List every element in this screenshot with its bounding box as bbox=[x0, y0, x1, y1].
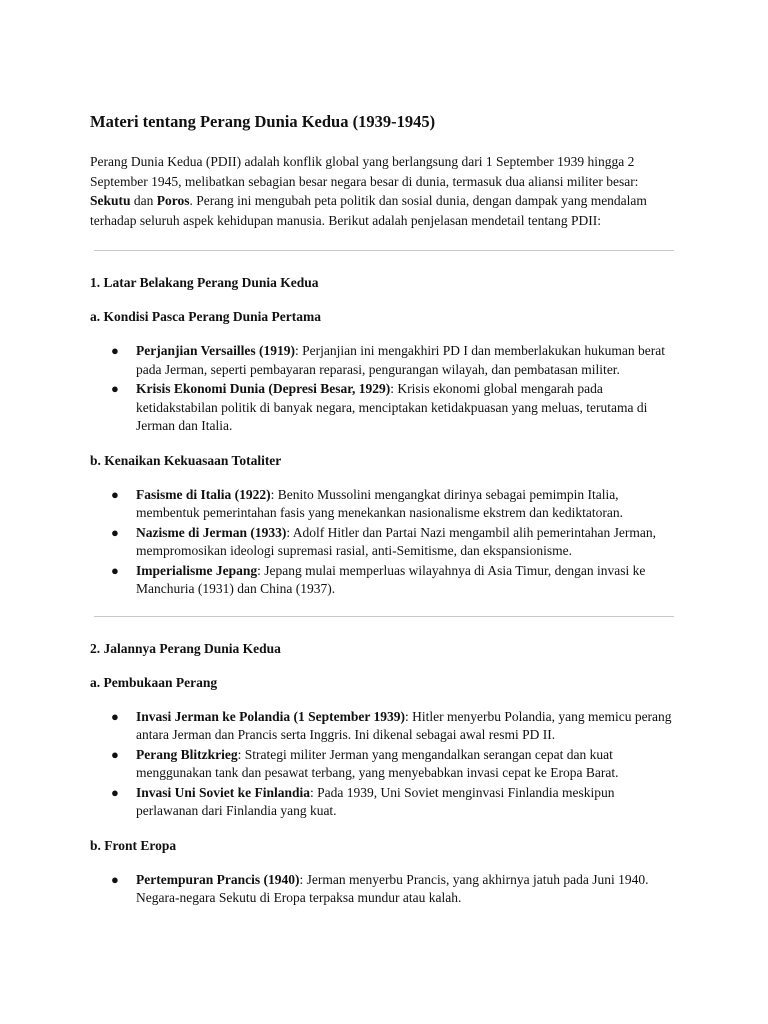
section-1a-heading: a. Kondisi Pasca Perang Dunia Pertama bbox=[90, 309, 321, 324]
section-2-heading: 2. Jalannya Perang Dunia Kedua bbox=[90, 640, 281, 656]
item-term: Pertempuran Prancis (1940) bbox=[136, 871, 300, 887]
item-text: : Benito Mussolini mengangkat dirinya sebagai pemimpin Italia, membentuk pemerintahan fasis yang menekankan nasionalisme ekstrem dan kediktatoran. bbox=[136, 486, 623, 520]
bullet-icon: ● bbox=[111, 746, 119, 762]
bullet-icon: ● bbox=[111, 524, 119, 540]
section-1b-list bbox=[90, 486, 680, 599]
divider bbox=[94, 250, 674, 251]
bullet-icon: ● bbox=[111, 562, 119, 578]
item-term: Perjanjian Versailles (1919) bbox=[136, 343, 295, 358]
list-item bbox=[90, 380, 680, 436]
list-item bbox=[90, 342, 680, 379]
bullet-icon: ● bbox=[111, 708, 119, 724]
item-text: : Perjanjian ini mengakhiri PD I dan memberlakukan hukuman berat pada Jerman, seperti pembayaran reparasi, pengurangan wilayah, dan pembatasan militer. bbox=[136, 343, 666, 377]
list-item bbox=[90, 708, 680, 745]
intro-paragraph bbox=[90, 152, 680, 230]
list-item bbox=[90, 746, 680, 783]
item-text: : Strategi militer Jerman yang mengandalkan serangan cepat dan kuat menggunakan tank dan pesawat terbang, yang menyebabkan invasi cepat ke Eropa Barat. bbox=[136, 746, 619, 780]
intro-text-2: . Perang ini mengubah peta politik dan sosial dunia, dengan dampak yang mendalam terhadap seluruh aspek kehidupan manusia. Berikut adalah penjelasan mendetail tentang PDII: bbox=[90, 193, 647, 228]
bullet-icon: ● bbox=[111, 486, 119, 502]
item-term: Invasi Jerman ke Polandia (1 September 1939) bbox=[136, 708, 405, 724]
item-text: : Krisis ekonomi global mengarah pada ketidakstabilan politik di banyak negara, menciptakan ketidakpuasan yang meluas, terutama di Jerman dan Italia. bbox=[136, 381, 648, 433]
list-item bbox=[90, 562, 680, 599]
item-term: Perang Blitzkrieg bbox=[136, 746, 238, 762]
item-term: Nazisme di Jerman (1933) bbox=[136, 524, 287, 540]
section-2a-list bbox=[90, 708, 680, 821]
item-text: : Adolf Hitler dan Partai Nazi mengambil alih pemerintahan Jerman, mempromosikan ideologi supremasi rasial, anti-Semitisme, dan ekspansionisme. bbox=[136, 524, 656, 558]
item-text: : Hitler menyerbu Polandia, yang memicu perang antara Jerman dan Prancis serta Inggris. Ini dikenal sebagai awal resmi PD II. bbox=[136, 708, 672, 742]
bullet-icon: ● bbox=[111, 343, 119, 358]
intro-poros: Poros bbox=[156, 193, 190, 208]
bullet-icon: ● bbox=[111, 784, 119, 800]
list-item bbox=[90, 784, 680, 821]
item-text: : Jerman menyerbu Prancis, yang akhirnya jatuh pada Juni 1940. Negara-negara Sekutu di Eropa terpaksa mundur atau kalah. bbox=[136, 871, 649, 905]
item-term: Krisis Ekonomi Dunia (Depresi Besar, 1929) bbox=[136, 381, 391, 396]
document-title: Materi tentang Perang Dunia Kedua (1939-1945) bbox=[90, 112, 436, 131]
section-2b-heading: b. Front Eropa bbox=[90, 837, 177, 853]
divider bbox=[94, 616, 674, 617]
list-item bbox=[90, 871, 680, 908]
item-text: : Pada 1939, Uni Soviet menginvasi Finlandia meskipun perlawanan dari Finlandia yang kuat. bbox=[136, 784, 615, 818]
item-term: Invasi Uni Soviet ke Finlandia bbox=[136, 784, 311, 800]
item-term: Fasisme di Italia (1922) bbox=[136, 486, 271, 502]
list-item bbox=[90, 524, 680, 561]
section-2a-heading: a. Pembukaan Perang bbox=[90, 674, 218, 690]
item-term: Imperialisme Jepang bbox=[136, 562, 258, 578]
section-2b-list bbox=[90, 871, 680, 908]
list-item bbox=[90, 486, 680, 523]
section-1a-list bbox=[90, 342, 680, 436]
section-1-heading: 1. Latar Belakang Perang Dunia Kedua bbox=[90, 275, 319, 290]
intro-dan: dan bbox=[130, 193, 157, 208]
item-text: : Jepang mulai memperluas wilayahnya di Asia Timur, dengan invasi ke Manchuria (1931) dan China (1937). bbox=[136, 562, 646, 596]
bullet-icon: ● bbox=[111, 381, 119, 396]
section-1b-heading: b. Kenaikan Kekuasaan Totaliter bbox=[90, 452, 282, 468]
intro-text-1: Perang Dunia Kedua (PDII) adalah konflik global yang berlangsung dari 1 September 1939 hingga 2 September 1945, melibatkan sebagian besar negara besar di dunia, termasuk dua aliansi militer besar: bbox=[90, 154, 639, 189]
bullet-icon: ● bbox=[111, 871, 119, 887]
document-content bbox=[90, 112, 680, 909]
intro-sekutu: Sekutu bbox=[90, 193, 131, 208]
